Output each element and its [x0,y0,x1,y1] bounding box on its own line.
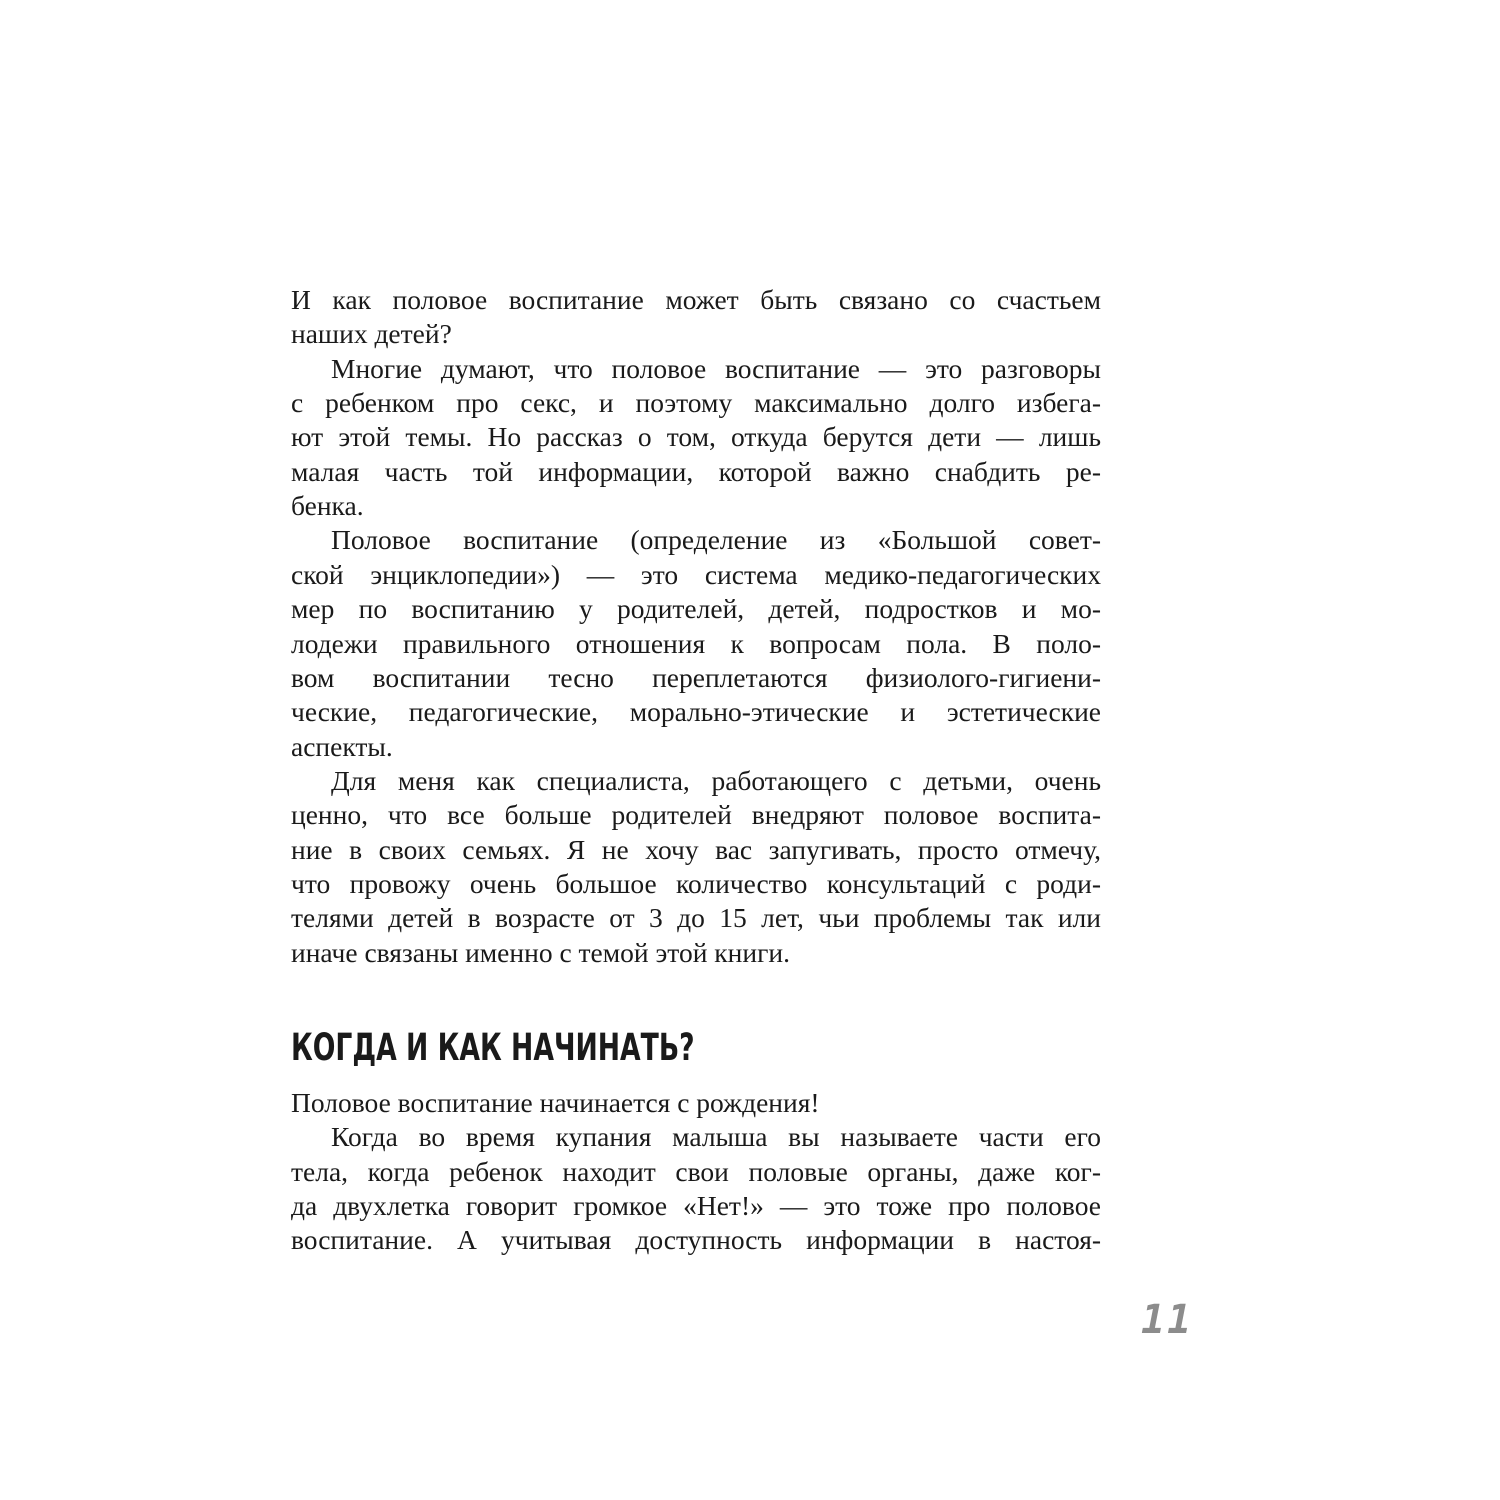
text-line: телями детей в возрасте от 3 до 15 лет, чьи проблемы так или [291,902,1101,934]
text-line: Когда во время купания малыша вы называете части его [331,1121,1101,1153]
text-line: что провожу очень большое количество консультаций с роди- [291,867,1101,899]
text-line: мер по воспитанию у родителей, детей, подростков и мо- [291,593,1101,625]
text-line: воспитание. А учитывая доступность информации в настоя- [291,1224,1101,1256]
text-line: ской энциклопедии») — это система медико-педагогических [291,558,1101,590]
text-line: Многие думают, что половое воспитание — это разговоры [331,352,1101,384]
text-line: иначе связаны именно с темой этой книги. [291,936,790,968]
text-line: малая часть той информации, которой важно снабдить ре- [291,455,1101,487]
text-line: ценно, что все больше родителей внедряют половое воспита- [291,799,1101,831]
text-line: ческие, педагогические, морально-этические и эстетические [291,696,1101,728]
text-line: с ребенком про секс, и поэтому максимально долго избега- [291,387,1101,419]
text-line: бенка. [291,490,364,522]
text-line: лодежи правильного отношения к вопросам пола. В поло- [291,627,1101,659]
text-line: вом воспитании тесно переплетаются физиолого-гигиени- [291,661,1101,693]
page-number: 11 [1141,1297,1194,1343]
text-line: Половое воспитание начинается с рождения! [291,1087,820,1118]
text-line: аспекты. [291,730,393,762]
text-line: наших детей? [291,318,452,350]
text-line: да двухлетка говорит громкое «Нет!» — это тоже про половое [291,1190,1101,1222]
text-line: ние в своих семьях. Я не хочу вас запугивать, просто отмечу, [291,833,1101,865]
text-line: ют этой темы. Но рассказ о том, откуда берутся дети — лишь [291,421,1101,453]
section-heading: КОГДА И КАК НАЧИНАТЬ? [291,1026,695,1069]
text-line: тела, когда ребенок находит свои половые органы, даже ког- [291,1155,1101,1187]
text-line: Половое воспитание (определение из «Большой совет- [331,524,1101,556]
text-line: И как половое воспитание может быть связано со счастьем [291,284,1101,315]
text-line: Для меня как специалиста, работающего с детьми, очень [331,764,1101,796]
